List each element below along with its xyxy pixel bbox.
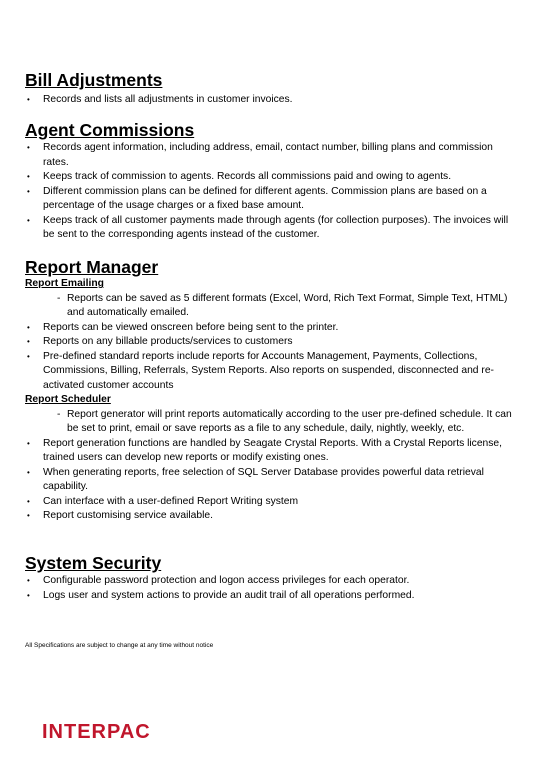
report-manager-section [25, 257, 520, 524]
list-item: - Reports can be saved as 5 different formats (Excel, Word, Rich Text Format, Simple Text, HTML) and automatically emailed. [57, 292, 508, 318]
bill-adjustments-section [25, 70, 520, 108]
interpac-logo: INTERPAC [42, 721, 151, 743]
system-security-heading: System Security [25, 553, 162, 573]
agent-commissions-heading: Agent Commissions [25, 120, 195, 140]
list-item: • Keeps track of all customer payments made through agents (for collection purposes). The invoices will be sent to the corresponding agents instead of the customer. [27, 214, 509, 240]
list-item: • Report generation functions are handled by Seagate Crystal Reports. With a Crystal Reports license, trained users can develop new reports or modify existing ones. [27, 437, 503, 463]
system-security-section [25, 553, 520, 603]
list-item: • Records agent information, including address, email, contact number, billing plans and commission rates. [27, 142, 493, 168]
report-emailing-subheading: Report Emailing [25, 278, 104, 289]
list-item: - Report generator will print reports automatically according to the user pre-defined schedule. It can be set to print, email or save reports as a file to any schedule, daily, nightly, weekly, etc. [57, 408, 512, 434]
bill-adjustments-heading: Bill Adjustments [25, 70, 163, 90]
list-item: • Different commission plans can be defined for different agents. Commission plans are based on a percentage of the usage charges or a fixed base amount. [27, 185, 487, 211]
list-item: • Configurable password protection and logon access privileges for each operator. [27, 575, 410, 586]
report-scheduler-subheading: Report Scheduler [25, 394, 111, 405]
list-item: • Keeps track of commission to agents. Records all commissions paid and owing to agents. [27, 171, 452, 182]
list-item: • Pre-defined standard reports include reports for Accounts Management, Payments, Collections, Commissions, Billing, Referrals, System Reports. Also reports on suspended, disconnected and re-activated customer accounts [27, 350, 494, 391]
list-item: • Reports on any billable products/services to customers [27, 336, 293, 347]
list-item: • Records and lists all adjustments in customer invoices. [27, 94, 293, 105]
list-item: • Reports can be viewed onscreen before being sent to the printer. [27, 321, 339, 333]
report-manager-heading: Report Manager [25, 257, 159, 277]
agent-commissions-section [25, 120, 520, 243]
list-item: • Report customising service available. [27, 510, 213, 521]
list-item: • Logs user and system actions to provide an audit trail of all operations performed. [27, 589, 415, 601]
list-item: • When generating reports, free selection of SQL Server Database provides powerful data retrieval capability. [27, 466, 484, 492]
disclaimer-note: All Specifications are subject to change at any time without notice [25, 642, 214, 649]
list-item: • Can interface with a user-defined Report Writing system [27, 495, 299, 507]
